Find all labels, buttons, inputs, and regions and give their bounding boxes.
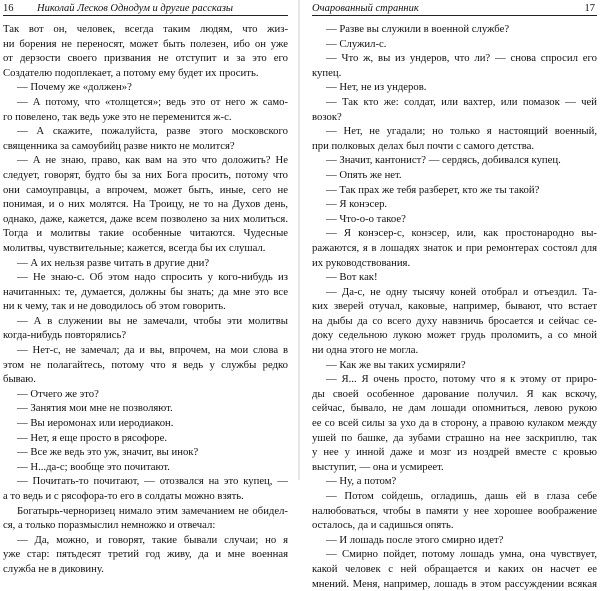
text-line: — Вы иеромонах или иеродиакон.: [17, 417, 174, 430]
text-line: ее со всей силы за ухо да в сторону, а правою кулаком между: [312, 417, 597, 430]
text-line: служба не в диковину.: [3, 562, 104, 575]
text-line: — Я... Я очень просто, потому что я к этому от приро-: [326, 373, 597, 386]
text-line: — Занятия мои мне не позволяют.: [17, 402, 173, 415]
text-line: следует, говорят, будто бы за них Бога просить, потому что: [3, 168, 288, 181]
text-line: — Разве вы служили в военной службе?: [326, 23, 510, 35]
text-line: — Нет, я еще просто в рясофоре.: [17, 431, 168, 444]
text-line: — Так прах же тебя разберет, кто же ты такой?: [326, 183, 540, 196]
text-line: ни борения не переносят, может быть полезен, ибо он уже: [3, 37, 288, 50]
text-line: Богатырь-черноризец нимало этим замечанием не обидел-: [17, 504, 288, 517]
text-line: — Почему же «должен»?: [17, 81, 132, 94]
text-line: — Смирно пойдет, потому лошадь умна, она чувствует,: [326, 548, 597, 561]
text-line: — Не знаю-с. Об этом надо спросить у кого-нибудь из: [17, 271, 288, 284]
text-line: уже стар: пятьдесят третий год живу, да и мне военная: [3, 548, 288, 561]
left-page-header: [3, 2, 288, 16]
left-page: [3, 0, 288, 575]
text-line: — Н...да-с; вообще это почитают.: [17, 460, 170, 473]
text-line: выступит, — она и усмиреет.: [312, 460, 444, 473]
left-page-text: [3, 22, 288, 577]
text-line: ни к чему, так и не доводилось об этом говорить.: [3, 300, 226, 313]
text-line: ни одна этого не могла.: [312, 344, 419, 357]
text-line: — А в служении вы не замечали, чтобы эти молитвы: [17, 314, 288, 327]
text-line: Так вот он, человек, всегда таким людям, что жиз-: [3, 23, 288, 35]
text-line: — Я конэсер.: [326, 198, 388, 211]
text-line: — Как же вы таких усмиряли?: [326, 358, 466, 371]
text-line: а то ведь и с рясофора-то его в солдаты можно взять.: [3, 490, 244, 502]
text-line: священника за самоубийц разве никто не молится?: [3, 139, 235, 152]
text-line: — Что ж, вы из ундеров, что ли? — снова спросил его: [326, 52, 597, 65]
text-line: — Нет, не угадали; но только я настоящий военный,: [326, 125, 597, 138]
text-line: молитвы, чувствительные; кажется, всегда бы их слушал.: [3, 241, 266, 254]
text-line: — Все же ведь это уж, значит, вы инок?: [17, 446, 199, 459]
text-line: — А потому, что «толщется»; ведь это от него ж само-: [17, 95, 288, 108]
text-line: — Служил-с.: [326, 37, 387, 50]
text-line: их руководствования.: [312, 256, 411, 269]
text-line: купец.: [312, 66, 342, 79]
text-line: — А не знаю, право, как вам на это что доложить? Не: [17, 154, 288, 167]
right-page-text: [312, 22, 597, 591]
left-page-number: 16: [3, 3, 14, 14]
text-line: — Да-с, не одну тысячу коней отобрал и отъездил. Та-: [326, 285, 597, 298]
right-page: [312, 0, 597, 590]
book-gutter: [298, 0, 300, 480]
text-line: — Ну, а потом?: [326, 475, 397, 488]
text-line: при полковых делах был почти с самого детства.: [312, 139, 535, 152]
text-line: — И лошадь после этого смирно идет?: [326, 533, 504, 546]
text-line: — Что-о-о такое?: [326, 212, 406, 225]
text-line: доку седельною лукою может грудь проломить, а со мной: [312, 329, 597, 342]
text-line: сейчас, бывало, не дам лошади опомниться, левою рукою: [312, 402, 597, 415]
text-line: Тогда и молитвы такие особенные читаются. Чудесные: [3, 227, 288, 240]
text-line: Создателю подоплекает, а потому ему будет их просить.: [3, 66, 259, 79]
text-line: возок?: [312, 110, 342, 123]
text-line: когда-нибудь повторялись?: [3, 329, 127, 342]
left-running-header: Николай Лесков Однодум и другие рассказы: [37, 3, 234, 14]
text-line: — Нет, не из ундеров.: [326, 81, 427, 94]
text-line: бываю.: [3, 373, 36, 386]
text-line: этом не полагайтесь, потому что я ведь у службы редко: [3, 358, 288, 371]
text-line: какой человек с ней обращается и каких он насчет ее: [312, 562, 597, 575]
text-line: ушей по башке, да зубами страшно на нее заскриплю, так: [312, 431, 597, 444]
text-line: — Да, можно, и говорят, такие бывали случаи; но я: [17, 533, 288, 546]
text-line: мнений. Меня, например, лошадь в этом рассуждении всякая: [312, 577, 597, 590]
text-line: — Значит, кантонист? — сердясь, добивался купец.: [326, 154, 561, 167]
text-line: начитанных: те, думается, должны бы знать; да мне это все: [3, 285, 288, 298]
text-line: налюбоваться, чтобы в памяти у нее хорошее воображение: [312, 504, 597, 517]
text-line: — Так кто же: солдат, или вахтер, или помазок — чей: [326, 95, 597, 108]
text-line: — Почитать-то почитают, — отозвался на это купец, —: [17, 475, 288, 488]
text-line: понимая, и о них молятся. На Троицу, не то на Духов день,: [3, 198, 288, 211]
text-line: — Вот как!: [326, 271, 378, 284]
text-line: — Нет-с, не замечал; да и вы, впрочем, на мои слова в: [17, 344, 288, 357]
text-line: — Потом сойдешь, огладишь, дашь ей в глаза себе: [326, 490, 597, 502]
text-line: однако, даже, кажется, даже всем позволено за них молиться.: [3, 212, 288, 225]
text-line: от дерзости своего призвания не отступит и за это его: [3, 52, 288, 65]
text-line: осталось, да и садишься опять.: [312, 519, 454, 532]
right-page-header: [312, 2, 597, 16]
text-line: ся, а только поразмыслил немножко и отвечал:: [3, 519, 216, 532]
right-running-header: Очарованный странник: [312, 3, 419, 14]
text-line: ды своей особенное дарование получил. Я как вскочу,: [312, 387, 597, 400]
text-line: на дыбы да со всего духу навзничь бросается и сейчас се-: [312, 314, 597, 327]
text-line: — Я конэсер-с, конэсер, или, как простонародно вы-: [326, 227, 597, 240]
text-line: у нее у инной даже и мозг из ноздрей вместе с кровью: [312, 446, 597, 459]
text-line: они самоуправцы, а впрочем, может быть, иные, сего не: [3, 183, 288, 196]
text-line: — Опять же нет.: [326, 168, 402, 181]
text-line: — Отчего же это?: [17, 387, 99, 400]
text-line: ких зверей отучал, каковые, например, бывают, что встает: [312, 300, 597, 313]
text-line: — А их нельзя разве читать в другие дни?: [17, 256, 210, 269]
right-page-number: 17: [584, 3, 595, 14]
text-line: ражаются, я в лошадях знаток и при ремонтерах состоял для: [312, 241, 597, 254]
text-line: го повелено, так ведь уже это не переменится ж-с.: [3, 110, 232, 123]
text-line: — А скажите, пожалуйста, разве этого московского: [17, 125, 288, 138]
